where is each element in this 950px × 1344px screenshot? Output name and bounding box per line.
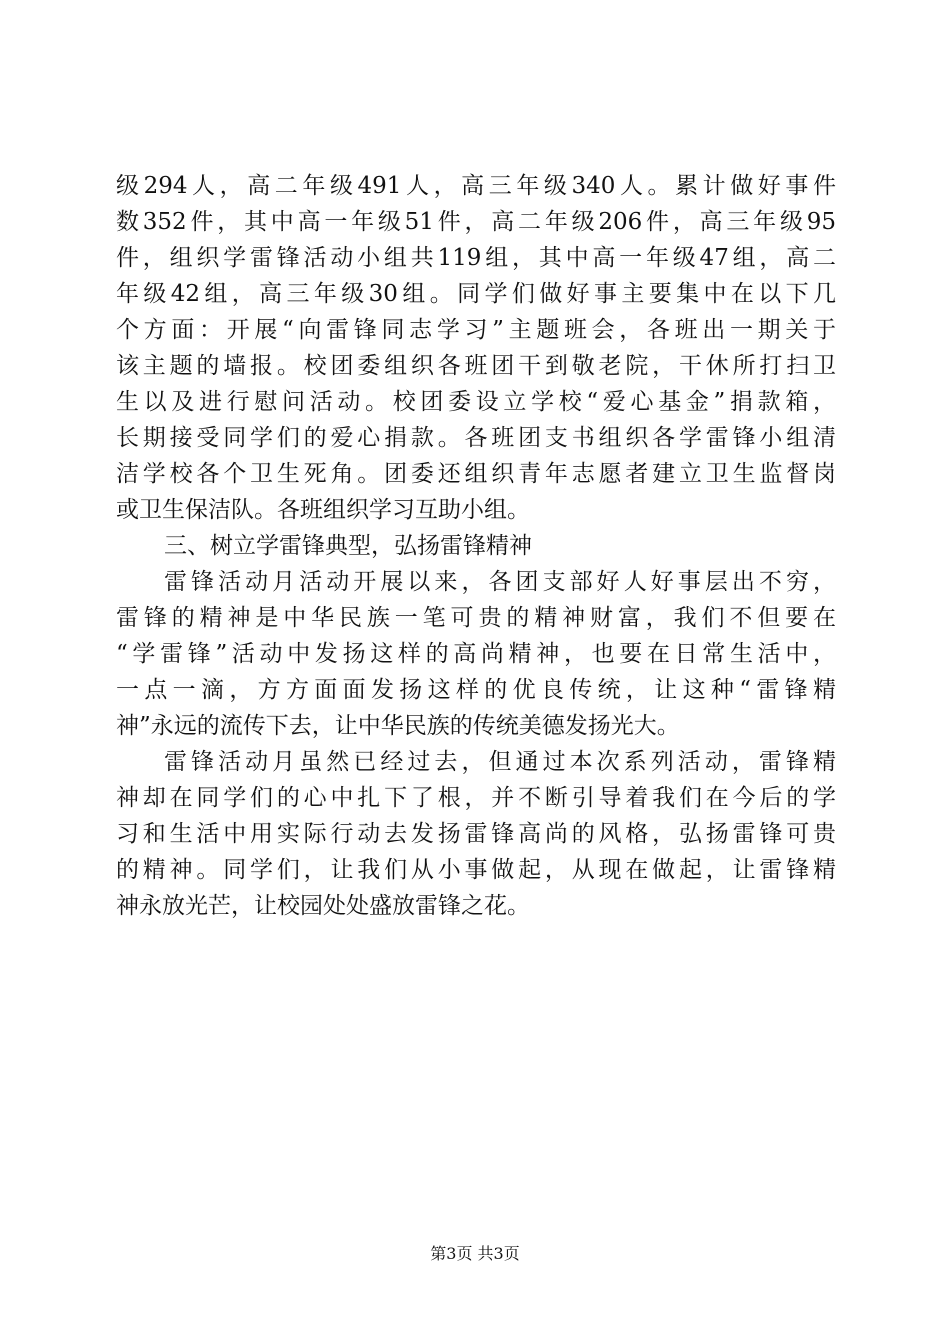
text-line: 习和生活中用实际行动去发扬雷锋高尚的风格，弘扬雷锋可贵	[116, 821, 836, 847]
page-number-footer: 第3页 共3页	[430, 1244, 520, 1263]
text-line: 年级42组，高三年级30组。同学们做好事主要集中在以下几	[116, 281, 836, 307]
text-line: 一点一滴，方方面面发扬这样的优良传统，让这种“雷锋精	[116, 677, 836, 703]
text-line: 洁学校各个卫生死角。团委还组织青年志愿者建立卫生监督岗	[116, 461, 836, 487]
text-line: 个方面：开展“向雷锋同志学习”主题班会，各班出一期关于	[116, 317, 836, 343]
text-line: 神却在同学们的心中扎下了根，并不断引导着我们在今后的学	[116, 785, 836, 811]
text-line: 或卫生保洁队。各班组织学习互助小组。	[116, 497, 530, 523]
text-line: 数352件，其中高一年级51件，高二年级206件，高三年级95	[116, 209, 836, 235]
text-line: “学雷锋”活动中发扬这样的高尚精神，也要在日常生活中，	[116, 641, 836, 667]
text-line: 级294人，高二年级491人，高三年级340人。累计做好事件	[116, 173, 836, 199]
text-line: 神”永远的流传下去，让中华民族的传统美德发扬光大。	[116, 713, 680, 739]
text-line: 件，组织学雷锋活动小组共119组，其中高一年级47组，高二	[116, 245, 836, 271]
text-line: 该主题的墙报。校团委组织各班团干到敬老院，干休所打扫卫	[116, 353, 836, 379]
text-line: 雷锋的精神是中华民族一笔可贵的精神财富，我们不但要在	[116, 605, 836, 631]
text-line: 神永放光芒，让校园处处盛放雷锋之花。	[116, 893, 530, 919]
text-line: 雷锋活动月虽然已经过去，但通过本次系列活动，雷锋精	[164, 749, 836, 775]
text-line: 生以及进行慰问活动。校团委设立学校“爱心基金”捐款箱，	[116, 389, 836, 415]
section-heading: 三、树立学雷锋典型，弘扬雷锋精神	[164, 533, 532, 559]
text-line: 雷锋活动月活动开展以来，各团支部好人好事层出不穷，	[164, 569, 836, 595]
document-body	[116, 168, 836, 924]
text-line: 长期接受同学们的爱心捐款。各班团支书组织各学雷锋小组清	[116, 425, 836, 451]
text-line: 的精神。同学们，让我们从小事做起，从现在做起，让雷锋精	[116, 857, 836, 883]
